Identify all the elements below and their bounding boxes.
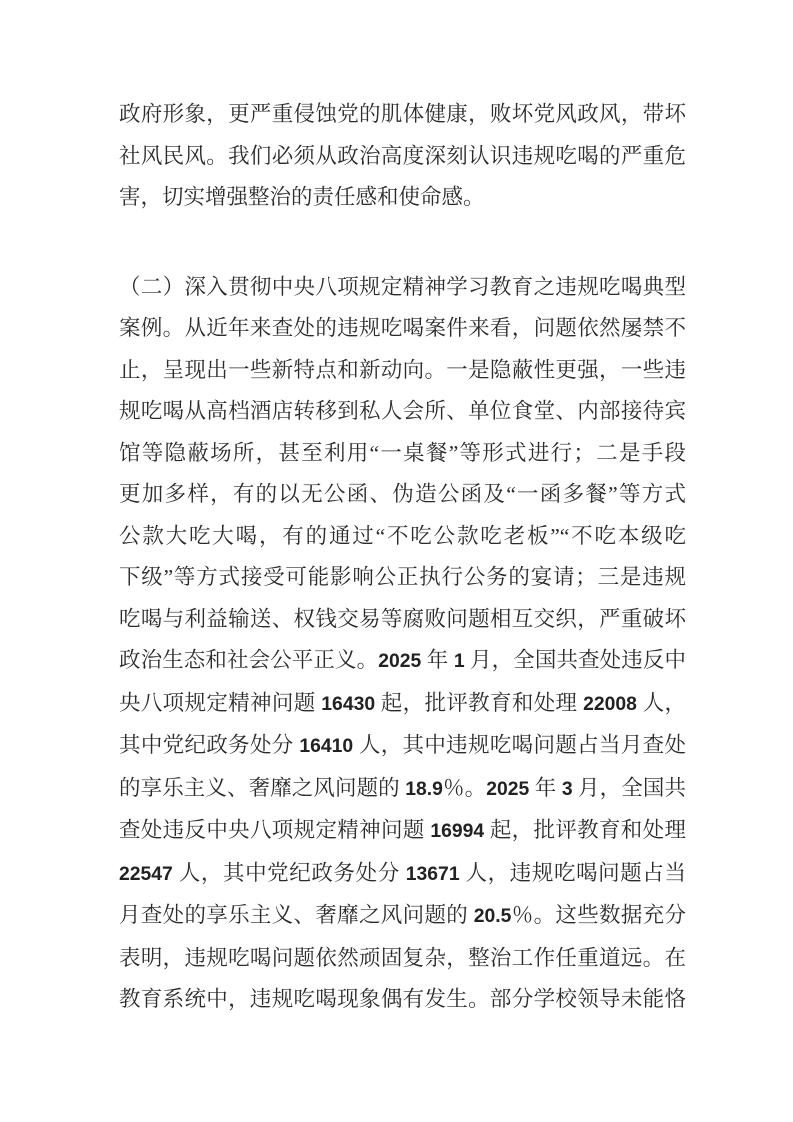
text-line: 害，切实增强整治的责任感和使命感。 xyxy=(119,185,485,209)
text-line: 案例。从近年来查处的违规吃喝案件来看，问题依然屡禁不 xyxy=(119,316,686,340)
text-line: （二）深入贯彻中央八项规定精神学习教育之违规吃喝典型 xyxy=(119,274,686,299)
text-line: 政府形象，更严重侵蚀党的肌体健康，败坏党风政风，带坏 xyxy=(119,102,686,126)
numeric-text: 2025 xyxy=(378,650,422,672)
text-line: 更加多样，有的以无公函、伪造公函及“一函多餐”等方式 xyxy=(119,482,686,506)
paragraph-continuation xyxy=(119,94,686,219)
numeric-text: 16430 xyxy=(321,692,376,715)
numeric-text: 3 xyxy=(561,777,573,800)
numeric-text: 22008 xyxy=(583,692,637,715)
paragraph-section-two xyxy=(119,267,686,1021)
numeric-text: 2025 xyxy=(486,777,530,800)
numeric-text: 13671 xyxy=(405,862,460,885)
numeric-text: 20.5 xyxy=(473,905,512,927)
text-line: 下级”等方式接受可能影响公正执行公务的宴请；三是违规 xyxy=(119,565,686,589)
text-line: 22547 人，其中党纪政务处分 13671 人，违规吃喝问题占当 xyxy=(119,860,686,885)
text-line: 规吃喝从高档酒店转移到私人会所、单位食堂、内部接待宾 xyxy=(119,399,686,423)
text-line: 查处违反中央八项规定精神问题 16994 起，批评教育和处理 xyxy=(119,818,686,842)
text-line: 其中党纪政务处分 16410 人，其中违规吃喝问题占当月查处 xyxy=(119,733,686,757)
text-line: 止，呈现出一些新特点和新动向。一是隐蔽性更强，一些违 xyxy=(119,357,686,382)
text-line: 政治生态和社会公平正义。2025 年 1 月，全国共查处违反中 xyxy=(119,648,686,672)
text-line: 社风民风。我们必须从政治高度深刻认识违规吃喝的严重危 xyxy=(119,143,686,168)
numeric-text: 18.9 xyxy=(405,777,443,800)
text-line: 央八项规定精神问题 16430 起，批评教育和处理 22008 人， xyxy=(119,690,686,715)
text-line: 公款大吃大喝，有的通过“不吃公款吃老板”“不吃本级吃 xyxy=(119,523,686,548)
numeric-text: 16994 xyxy=(430,820,485,842)
numeric-text: 1 xyxy=(453,650,465,672)
text-line: 吃喝与利益输送、权钱交易等腐败问题相互交织，严重破坏 xyxy=(119,606,686,631)
numeric-text: 16410 xyxy=(299,735,354,757)
numeric-text: 22547 xyxy=(119,862,173,885)
text-line: 的享乐主义、奢靡之风问题的 18.9％。2025 年 3 月，全国共 xyxy=(119,775,686,800)
text-line: 月查处的享乐主义、奢靡之风问题的 20.5％。这些数据充分 xyxy=(119,903,686,927)
text-line: 教育系统中，违规吃喝现象偶有发生。部分学校领导未能恪 xyxy=(119,987,686,1011)
text-line: 馆等隐蔽场所，甚至利用“一桌餐”等形式进行；二是手段 xyxy=(119,440,686,465)
text-line: 表明，违规吃喝问题依然顽固复杂，整治工作任重道远。在 xyxy=(119,945,686,970)
